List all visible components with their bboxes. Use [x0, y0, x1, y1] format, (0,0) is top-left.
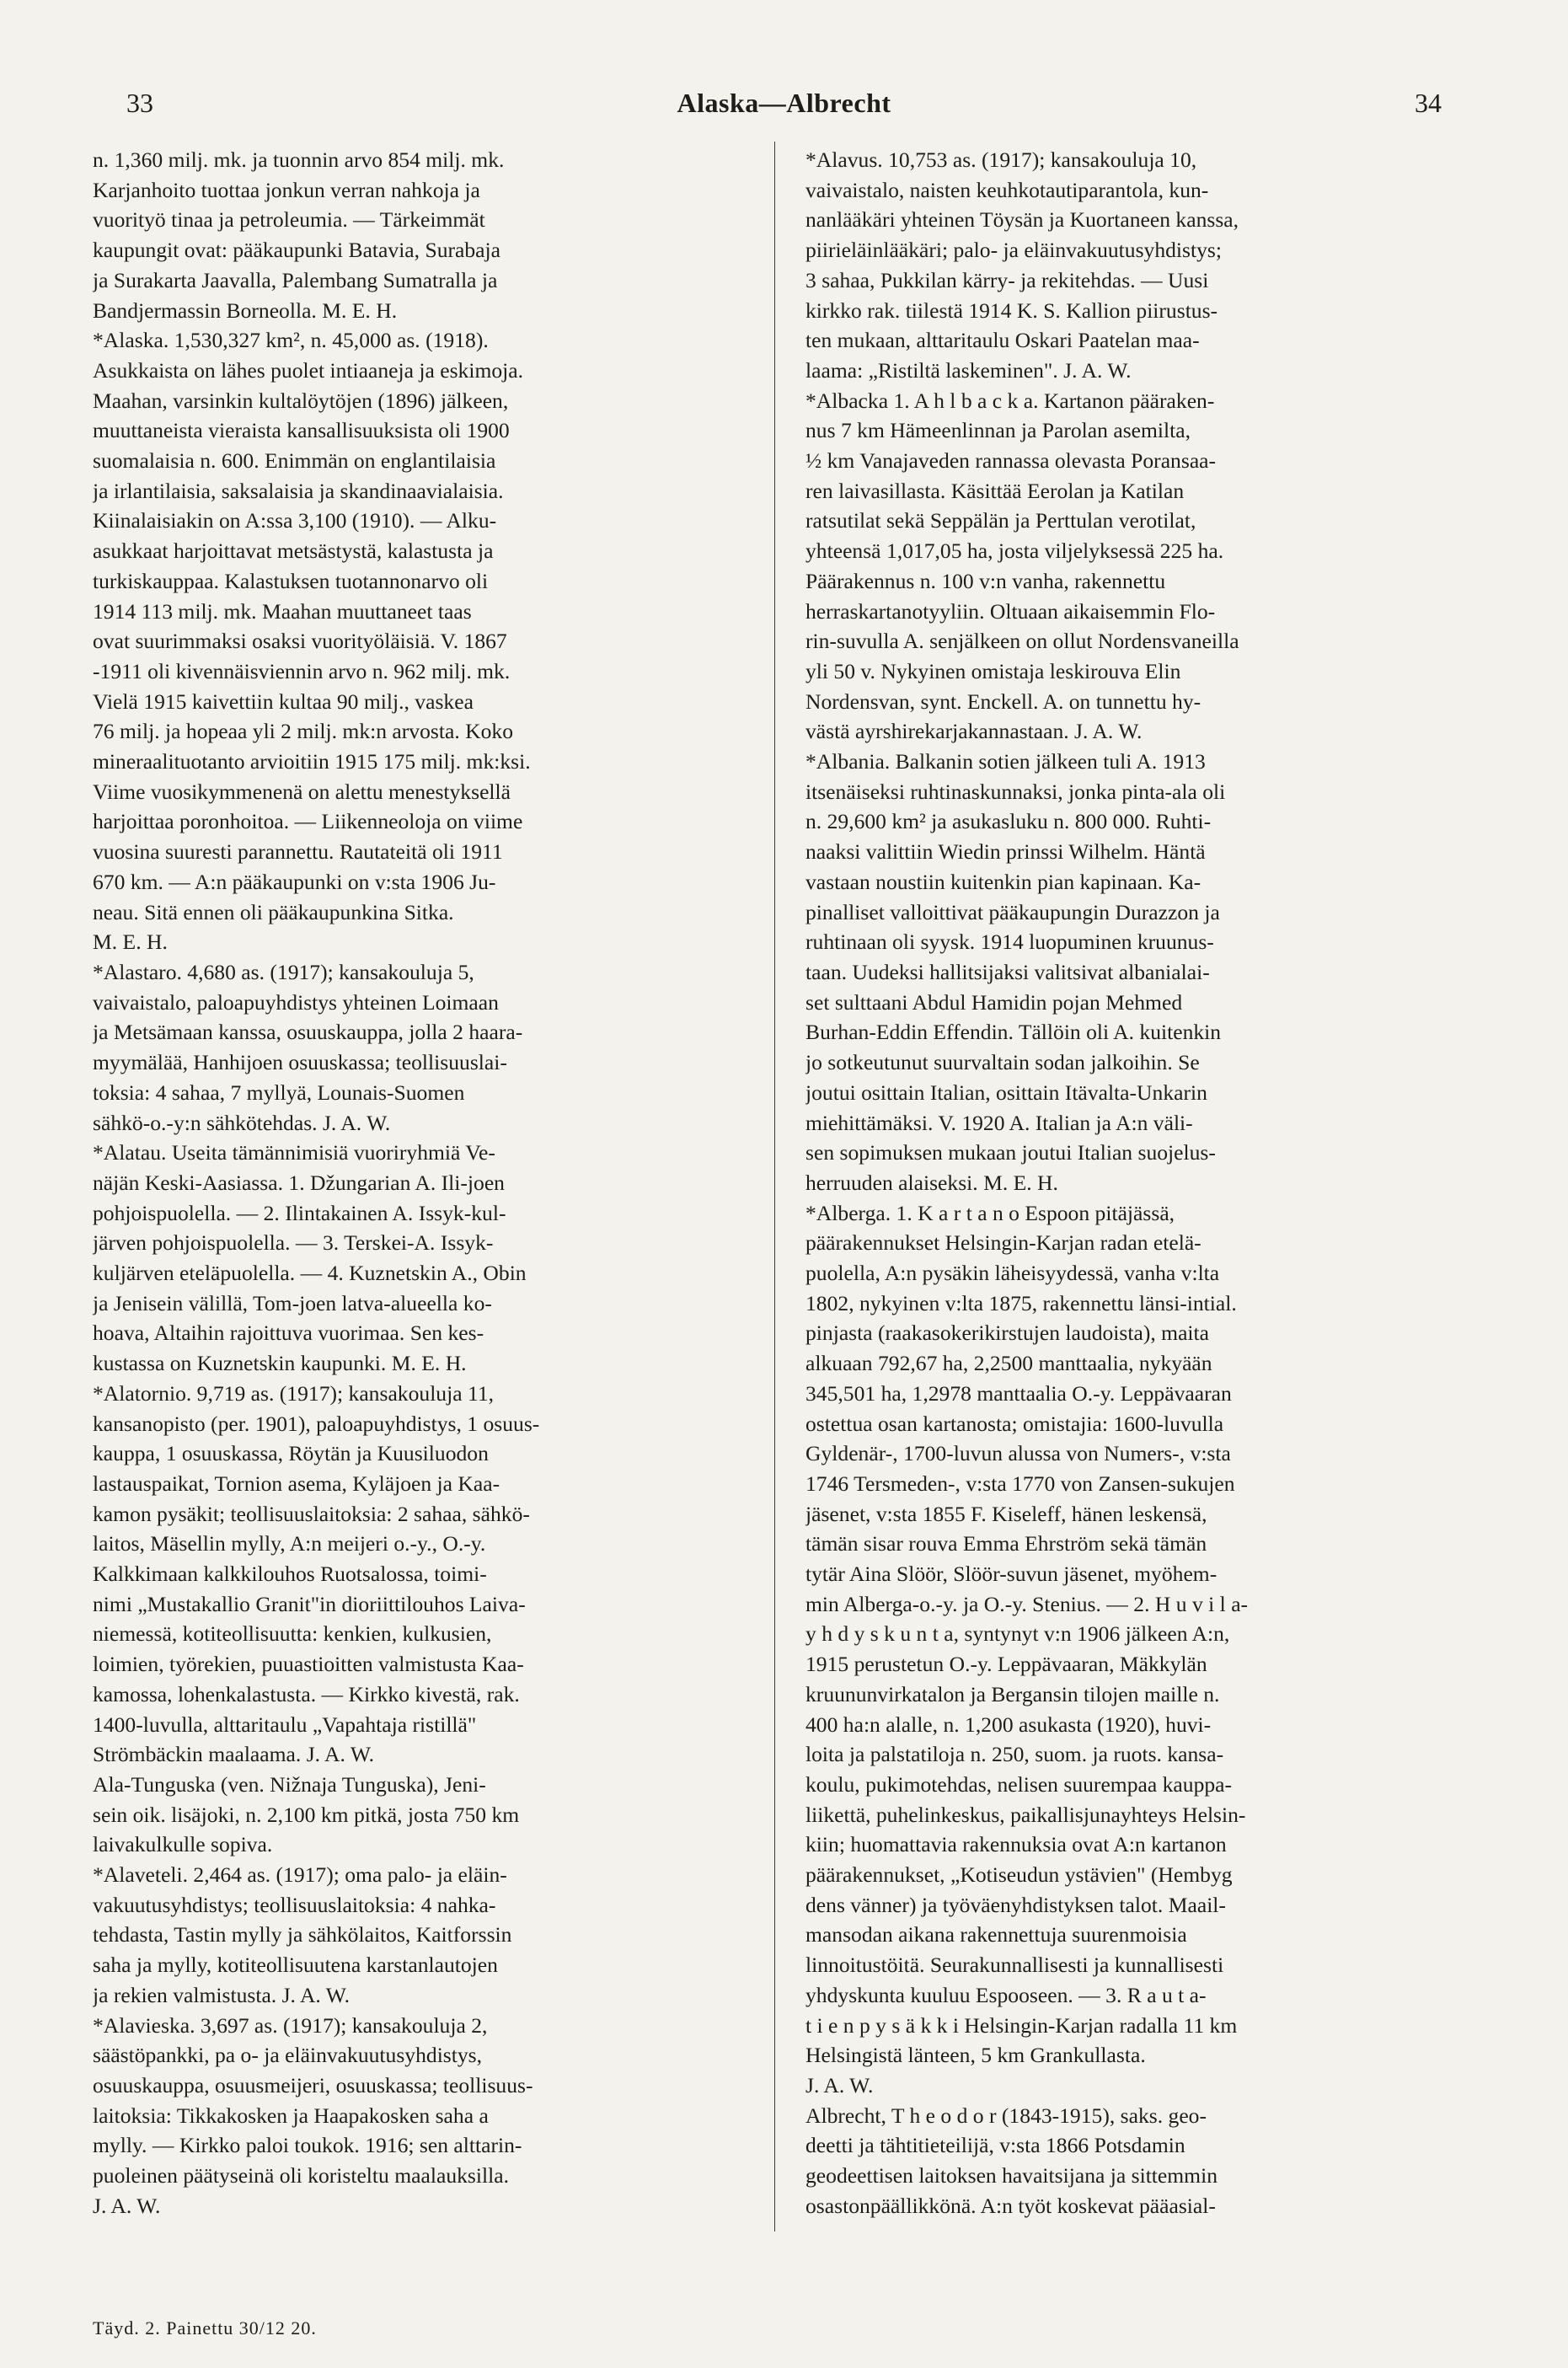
text-line: 670 km. — A:n pääkaupunki on v:sta 1906 Ju- [93, 869, 496, 894]
text-line: *Alastaro. 4,680 as. (1917); kansakouluja 5, [93, 959, 474, 984]
text-line: vaivaistalo, naisten keuhkotautiparantola, kun- [805, 177, 1209, 202]
text-line: tämän sisar rouva Emma Ehrström sekä tämän [805, 1531, 1207, 1556]
text-line: laama: „Ristiltä laskeminen". J. A. W. [805, 357, 1132, 383]
text-line: yhdyskunta kuuluu Espooseen. — 3. R a u t a- [805, 1982, 1207, 2007]
text-line: *Alaveteli. 2,464 as. (1917); oma palo- ja eläin- [93, 1862, 507, 1888]
text-line: vastaan noustiin kuitenkin pian kapinaan. Ka- [805, 869, 1201, 894]
right-column [805, 145, 1471, 2221]
text-line: toksia: 4 sahaa, 7 myllyä, Lounais-Suomen [93, 1080, 465, 1105]
text-line: nus 7 km Hämeenlinnan ja Parolan asemilta, [805, 418, 1191, 443]
text-line: *Alatornio. 9,719 as. (1917); kansakouluja 11, [93, 1380, 495, 1406]
text-line: *Albania. Balkanin sotien jälkeen tuli A. 1913 [805, 749, 1206, 774]
text-line: *Alaska. 1,530,327 km², n. 45,000 as. (1918). [93, 328, 489, 353]
text-line: Ala-Tunguska (ven. Nižnaja Tunguska), Jeni- [93, 1771, 486, 1797]
text-line: Kalkkimaan kalkkilouhos Ruotsalossa, toimi- [93, 1562, 487, 1587]
text-line: taan. Uudeksi hallitsijaksi valitsivat albanialai- [805, 959, 1210, 984]
text-line: suomalaisia n. 600. Enimmän on englantilaisia [93, 448, 496, 474]
text-line: *Alavieska. 3,697 as. (1917); kansakouluja 2, [93, 2012, 488, 2038]
text-line: kruununvirkatalon ja Bergansin tilojen maille n. [805, 1681, 1220, 1706]
text-line: laivakulkulle sopiva. [93, 1832, 273, 1857]
text-line: geodeettisen laitoksen havaitsijana ja sittemmin [805, 2163, 1217, 2189]
text-line: kamossa, lohenkalastusta. — Kirkko kivestä, rak. [93, 1681, 520, 1706]
text-line: järven pohjoispuolella. — 3. Terskei-A. Issyk- [93, 1230, 494, 1256]
text-line: M. E. H. [93, 930, 168, 955]
text-line: Päärakennus n. 100 v:n vanha, rakennettu [805, 568, 1166, 593]
text-line: n. 1,360 milj. mk. ja tuonnin arvo 854 milj. mk. [93, 147, 505, 172]
text-line: neau. Sitä ennen oli pääkaupunkina Sitka. [93, 899, 454, 924]
text-line: kauppa, 1 osuuskassa, Röytän ja Kuusiluodon [93, 1441, 489, 1466]
text-line: Burhan-Eddin Effendin. Tällöin oli A. kuitenkin [805, 1020, 1222, 1045]
text-line: J. A. W. [805, 2073, 874, 2097]
text-line: *Alberga. 1. K a r t a n o Espoon pitäjässä, [805, 1200, 1175, 1225]
text-line: Strömbäckin maalaama. J. A. W. [93, 1742, 375, 1767]
text-line: ja irlantilaisia, saksalaisia ja skandinaavialaisia. [93, 478, 504, 503]
text-line: piirieläinlääkäri; palo- ja eläinvakuutusyhdistys; [805, 238, 1222, 263]
text-line: vuorityö tinaa ja petroleumia. — Tärkeimmät [93, 207, 485, 233]
text-line: J. A. W. [93, 2193, 161, 2218]
text-line: kaupungit ovat: pääkaupunki Batavia, Surabaja [93, 238, 501, 263]
text-line: Asukkaista on lähes puolet intiaaneja ja eskimoja. [93, 357, 524, 383]
text-line: sen sopimuksen mukaan joutui Italian suojelus- [805, 1140, 1216, 1165]
text-line: pinalliset valloittivat pääkaupungin Durazzon ja [805, 899, 1220, 924]
text-line: tytär Aina Slöör, Slöör-suvun jäsenet, myöhem- [805, 1562, 1217, 1587]
text-line: Maahan, varsinkin kultalöytöjen (1896) jälkeen, [93, 388, 509, 413]
text-line: mineraalituotanto arvioitiin 1915 175 milj. mk:ksi. [93, 749, 531, 774]
text-line: 400 ha:n alalle, n. 1,200 asukasta (1920), huvi- [805, 1712, 1212, 1737]
text-line: 1915 perustetun O.-y. Leppävaaran, Mäkkylän [805, 1652, 1207, 1677]
text-line: set sulttaani Abdul Hamidin pojan Mehmed [805, 989, 1183, 1015]
text-line: ruhtinaan oli syysk. 1914 luopuminen kruunus- [805, 930, 1214, 955]
text-line: pohjoispuolella. — 2. Ilintakainen A. Issyk-kul- [93, 1200, 506, 1225]
text-line: *Albacka 1. A h l b a c k a. Kartanon pääraken- [805, 388, 1215, 413]
text-line: vakuutusyhdistys; teollisuuslaitoksia: 4 nahka- [93, 1892, 496, 1917]
text-line: deetti ja tähtitieteilijä, v:sta 1866 Potsdamin [805, 2133, 1185, 2158]
text-line: vuosina suuresti parannettu. Rautateitä oli 1911 [93, 839, 503, 865]
page-number-right: 34 [1415, 88, 1442, 118]
text-line: ten mukaan, alttaritaulu Oskari Paatelan maa- [805, 328, 1200, 353]
text-line: osuuskauppa, osuusmeijeri, osuuskassa; teollisuus- [93, 2073, 533, 2097]
text-line: saha ja mylly, kotiteollisuutena karstanlautojen [93, 1953, 498, 1978]
text-line: laitos, Mäsellin mylly, A:n meijeri o.-y., O.-y. [93, 1531, 486, 1556]
text-line: liikettä, puhelinkeskus, paikallisjunayhteys Helsin- [805, 1802, 1246, 1827]
text-line: min Alberga-o.-y. ja O.-y. Stenius. — 2. H u v i l a- [805, 1591, 1249, 1616]
text-line: vaivaistalo, paloapuyhdistys yhteinen Loimaan [93, 989, 499, 1015]
text-line: säästöpankki, pa o- ja eläinvakuutusyhdistys, [93, 2043, 483, 2068]
text-line: Viime vuosikymmenenä on alettu menestyksellä [93, 779, 511, 804]
text-line: yli 50 v. Nykyinen omistaja leskirouva Elin [805, 658, 1181, 683]
text-line: pinjasta (raakasokerikirstujen laudoista), maita [805, 1321, 1210, 1346]
text-line: herraskartanotyyliin. Oltuaan aikaisemmin Flo- [805, 598, 1216, 624]
text-line: muuttaneista vieraista kansallisuuksista oli 1900 [93, 418, 510, 443]
text-line: koulu, pukimotehdas, nelisen suurempaa kauppa- [805, 1771, 1233, 1797]
text-line: itsenäiseksi ruhtinaskunnaksi, jonka pinta-ala oli [805, 779, 1226, 804]
text-line: naaksi valittiin Wiedin prinssi Wilhelm. Häntä [805, 839, 1206, 865]
text-line: ja rekien valmistusta. J. A. W. [93, 1982, 350, 2007]
text-line: -1911 oli kivennäisviennin arvo n. 962 milj. mk. [93, 658, 511, 683]
text-line: kamon pysäkit; teollisuuslaitoksia: 2 sahaa, sähkö- [93, 1501, 530, 1526]
left-column [93, 145, 758, 2221]
text-line: jo sotkeutunut suurvaltain sodan jalkoihin. Se [805, 1050, 1200, 1075]
text-line: ostettua osan kartanosta; omistajia: 1600-luvulla [805, 1411, 1224, 1436]
text-line: kuljärven eteläpuolella. — 4. Kuznetskin A., Obin [93, 1261, 527, 1286]
text-line: t i e n p y s ä k k i Helsingin-Karjan radalla 11 km [805, 2012, 1238, 2038]
text-line: mansodan aikana rakennettuja suurenmoisia [805, 1922, 1187, 1947]
text-line: miehittämäksi. V. 1920 A. Italian ja A:n väli- [805, 1110, 1193, 1135]
text-line: tehdasta, Tastin mylly ja sähkölaitos, Kaitforssin [93, 1922, 512, 1947]
text-line: puolella, A:n pysäkin läheisyydessä, vanha v:lta [805, 1261, 1220, 1286]
text-line: puoleinen päätyseinä oli koristeltu maalauksilla. [93, 2163, 509, 2189]
text-line: loimien, työrekien, puuastioitten valmistusta Kaa- [93, 1652, 524, 1677]
text-line: alkuaan 792,67 ha, 2,2500 manttaalia, nykyään [805, 1351, 1212, 1376]
text-line: sein oik. lisäjoki, n. 2,100 km pitkä, josta 750 km [93, 1802, 520, 1827]
text-line: linnoitustöitä. Seurakunnallisesti ja kunnallisesti [805, 1953, 1224, 1978]
running-title: Alaska—Albrecht [677, 88, 891, 118]
text-line: osastonpäällikkönä. A:n työt koskevat pääasial- [805, 2193, 1216, 2218]
text-line: Vielä 1915 kaivettiin kultaa 90 milj., vaskea [93, 688, 474, 714]
text-line: 76 milj. ja hopeaa yli 2 milj. mk:n arvosta. Koko [93, 719, 514, 744]
text-line: nimi „Mustakallio Granit"in dioriittilouhos Laiva- [93, 1591, 526, 1616]
text-line: turkiskauppaa. Kalastuksen tuotannonarvo oli [93, 568, 489, 593]
text-line: Gyldenär-, 1700-luvun alussa von Numers-, v:sta [805, 1441, 1231, 1466]
text-line: ovat suurimmaksi osaksi vuorityöläisiä. V. 1867 [93, 629, 507, 654]
text-line: Nordensvan, synt. Enckell. A. on tunnettu hy- [805, 688, 1201, 714]
text-line: 345,501 ha, 1,2978 manttaalia O.-y. Leppävaaran [805, 1380, 1232, 1406]
text-line: 1746 Tersmeden-, v:sta 1770 von Zansen-sukujen [805, 1471, 1235, 1496]
text-line: mylly. — Kirkko paloi toukok. 1916; sen alttarin- [93, 2133, 522, 2158]
text-line: n. 29,600 km² ja asukasluku n. 800 000. Ruhti- [805, 809, 1212, 834]
text-line: västä ayrshirekarjakannastaan. J. A. W. [805, 719, 1143, 744]
text-line: harjoittaa poronhoitoa. — Liikenneoloja on viime [93, 809, 523, 834]
text-line: kirkko rak. tiilestä 1914 K. S. Kallion piirustus- [805, 297, 1218, 323]
text-line: Kiinalaisiakin on A:ssa 3,100 (1910). — Alku- [93, 508, 497, 533]
text-line: hoava, Altaihin rajoittuva vuorimaa. Sen kes- [93, 1321, 484, 1346]
text-line: nanlääkäri yhteinen Töysän ja Kuortaneen kanssa, [805, 207, 1239, 233]
text-line: lastauspaikat, Tornion asema, Kyläjoen ja Kaa- [93, 1471, 500, 1496]
text-line: näjän Keski-Aasiassa. 1. Džungarian A. Ili-joen [93, 1170, 505, 1195]
text-line: ja Surakarta Jaavalla, Palembang Sumatralla ja [93, 267, 498, 292]
text-line: kiin; huomattavia rakennuksia ovat A:n kartanon [805, 1832, 1227, 1857]
text-line: *Alatau. Useita tämännimisiä vuoriryhmiä Ve- [93, 1140, 495, 1165]
text-line: Karjanhoito tuottaa jonkun verran nahkoja ja [93, 177, 480, 202]
text-line: 1914 113 milj. mk. Maahan muuttaneet taas [93, 598, 472, 624]
text-line: päärakennukset Helsingin-Karjan radan etelä- [805, 1230, 1201, 1256]
text-line: y h d y s k u n t a, syntynyt v:n 1906 jälkeen A:n, [805, 1621, 1230, 1647]
text-line: myymälää, Hanhijoen osuuskassa; teollisuuslai- [93, 1050, 507, 1075]
text-line: Bandjermassin Borneolla. M. E. H. [93, 297, 398, 323]
column-divider [774, 142, 775, 2231]
text-line: kansanopisto (per. 1901), paloapuyhdistys, 1 osuus- [93, 1411, 540, 1436]
text-line: loita ja palstatiloja n. 250, suom. ja ruots. kansa- [805, 1742, 1224, 1767]
text-line: ja Metsämaan kanssa, osuuskauppa, jolla 2 haara- [93, 1020, 523, 1045]
text-line: ren laivasillasta. Käsittää Eerolan ja Katilan [805, 478, 1185, 503]
text-line: kustassa on Kuznetskin kaupunki. M. E. H. [93, 1351, 467, 1376]
text-line: *Alavus. 10,753 as. (1917); kansakouluja 10, [805, 147, 1197, 172]
text-line: 1802, nykyinen v:lta 1875, rakennettu länsi-intial. [805, 1290, 1237, 1315]
text-line: asukkaat harjoittavat metsästystä, kalastusta ja [93, 538, 494, 564]
text-line: joutui osittain Italian, osittain Itävalta-Unkarin [805, 1080, 1207, 1105]
text-line: 3 sahaa, Pukkilan kärry- ja rekitehdas. — Uusi [805, 267, 1209, 292]
print-footer: Täyd. 2. Painettu 30/12 20. [93, 2317, 317, 2339]
text-line: päärakennukset, „Kotiseudun ystävien" (Hembyg [805, 1862, 1233, 1888]
text-line: Helsingistä länteen, 5 km Grankullasta. [805, 2043, 1146, 2068]
page-number-left: 33 [126, 88, 153, 118]
text-line: laitoksia: Tikkakosken ja Haapakosken saha a [93, 2103, 489, 2128]
text-line: ½ km Vanajaveden rannassa olevasta Poransaa- [805, 448, 1217, 474]
text-line: Albrecht, T h e o d o r (1843-1915), saks. geo- [805, 2103, 1207, 2128]
text-line: niemessä, kotiteollisuutta: kenkien, kulkusien, [93, 1621, 492, 1647]
text-line: 1400-luvulla, alttaritaulu „Vapahtaja ristillä" [93, 1712, 477, 1737]
text-line: herruuden alaiseksi. M. E. H. [805, 1170, 1058, 1195]
text-line: sähkö-o.-y:n sähkötehdas. J. A. W. [93, 1110, 391, 1135]
text-line: rin-suvulla A. senjälkeen on ollut Nordensvaneilla [805, 629, 1239, 654]
text-line: dens vänner) ja työväenyhdistyksen talot. Maail- [805, 1892, 1226, 1917]
text-line: jäsenet, v:sta 1855 F. Kiseleff, hänen leskensä, [805, 1501, 1207, 1526]
text-line: yhteensä 1,017,05 ha, josta viljelyksessä 225 ha. [805, 538, 1224, 564]
text-line: ja Jenisein välillä, Tom-joen latva-alueella ko- [93, 1290, 492, 1315]
text-line: ratsutilat sekä Seppälän ja Perttulan verotilat, [805, 508, 1196, 533]
